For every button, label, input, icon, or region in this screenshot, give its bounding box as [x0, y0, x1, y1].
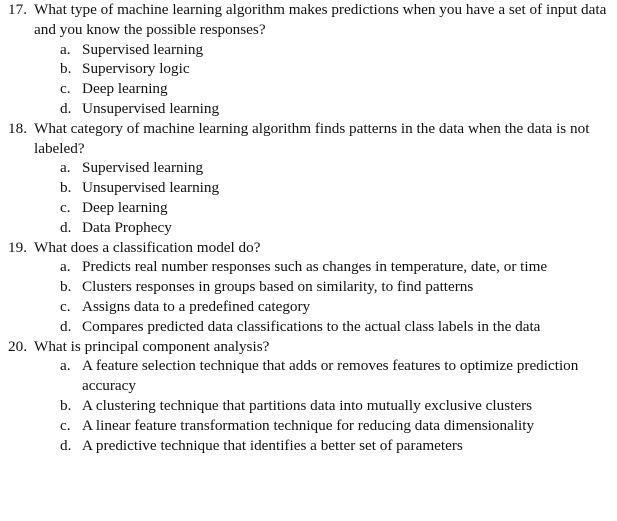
option-c — [0, 416, 617, 436]
option-letter: b. — [60, 60, 72, 78]
option-text: Deep learning — [82, 80, 168, 98]
option-text: Clusters responses in groups based on similarity, to find patterns — [82, 278, 474, 296]
option-letter: d. — [60, 99, 72, 117]
question-number: 18. — [8, 119, 27, 137]
option-d — [0, 317, 617, 337]
option-a — [0, 40, 617, 60]
option-letter: a. — [60, 357, 71, 375]
question-20-prompt — [0, 337, 617, 357]
option-letter: a. — [60, 40, 71, 58]
option-text: Supervised learning — [82, 159, 204, 177]
option-d — [0, 99, 617, 119]
question-text: What does a classification model do? — [34, 238, 261, 256]
option-a — [0, 158, 617, 178]
question-number: 20. — [8, 337, 27, 355]
option-b — [0, 277, 617, 297]
option-text: Compares predicted data classifications to the actual class labels in the data — [82, 317, 541, 335]
option-list — [0, 257, 617, 336]
option-letter: b. — [60, 179, 72, 197]
option-text: A predictive technique that identifies a better set of parameters — [82, 436, 463, 454]
option-letter: a. — [60, 258, 71, 276]
option-b — [0, 396, 617, 416]
question-text: What category of machine learning algorithm finds patterns in the data when the data is not labeled? — [34, 119, 590, 157]
option-letter: c. — [60, 80, 71, 98]
question-20 — [0, 337, 617, 456]
option-text: A feature selection technique that adds or removes features to optimize prediction accuracy — [82, 357, 579, 395]
option-text: A linear feature transformation technique for reducing data dimensionality — [82, 416, 535, 434]
question-19 — [0, 238, 617, 337]
option-text: Deep learning — [82, 198, 168, 216]
option-letter: d. — [60, 218, 72, 236]
option-letter: d. — [60, 436, 72, 454]
option-letter: b. — [60, 396, 72, 414]
question-number: 19. — [8, 238, 27, 256]
option-letter: b. — [60, 278, 72, 296]
option-b — [0, 59, 617, 79]
option-text: Supervised learning — [82, 40, 204, 58]
option-text: Unsupervised learning — [82, 99, 220, 117]
option-text: Supervisory logic — [82, 60, 190, 78]
question-text: What type of machine learning algorithm makes predictions when you have a set of input data and you know the possible responses? — [34, 1, 607, 38]
option-text: A clustering technique that partitions data into mutually exclusive clusters — [82, 396, 533, 414]
option-letter: c. — [60, 416, 71, 434]
option-c — [0, 79, 617, 99]
option-letter: c. — [60, 198, 71, 216]
option-a — [0, 257, 617, 277]
option-list — [0, 158, 617, 237]
option-list — [0, 356, 617, 455]
option-text: Predicts real number responses such as changes in temperature, date, or time — [82, 258, 548, 276]
option-d — [0, 218, 617, 238]
option-b — [0, 178, 617, 198]
option-c — [0, 198, 617, 218]
question-19-prompt — [0, 238, 617, 258]
question-17-prompt — [0, 0, 617, 40]
question-18 — [0, 119, 617, 238]
option-list — [0, 40, 617, 119]
question-18-prompt — [0, 119, 617, 159]
option-a — [0, 356, 617, 396]
question-text: What is principal component analysis? — [34, 337, 270, 355]
option-letter: a. — [60, 159, 71, 177]
option-d — [0, 436, 617, 456]
option-text: Data Prophecy — [82, 218, 172, 236]
option-letter: c. — [60, 297, 71, 315]
question-17 — [0, 0, 617, 119]
question-number: 17. — [8, 1, 27, 18]
option-c — [0, 297, 617, 317]
option-text: Assigns data to a predefined category — [82, 297, 311, 315]
option-text: Unsupervised learning — [82, 179, 220, 197]
option-letter: d. — [60, 317, 72, 335]
